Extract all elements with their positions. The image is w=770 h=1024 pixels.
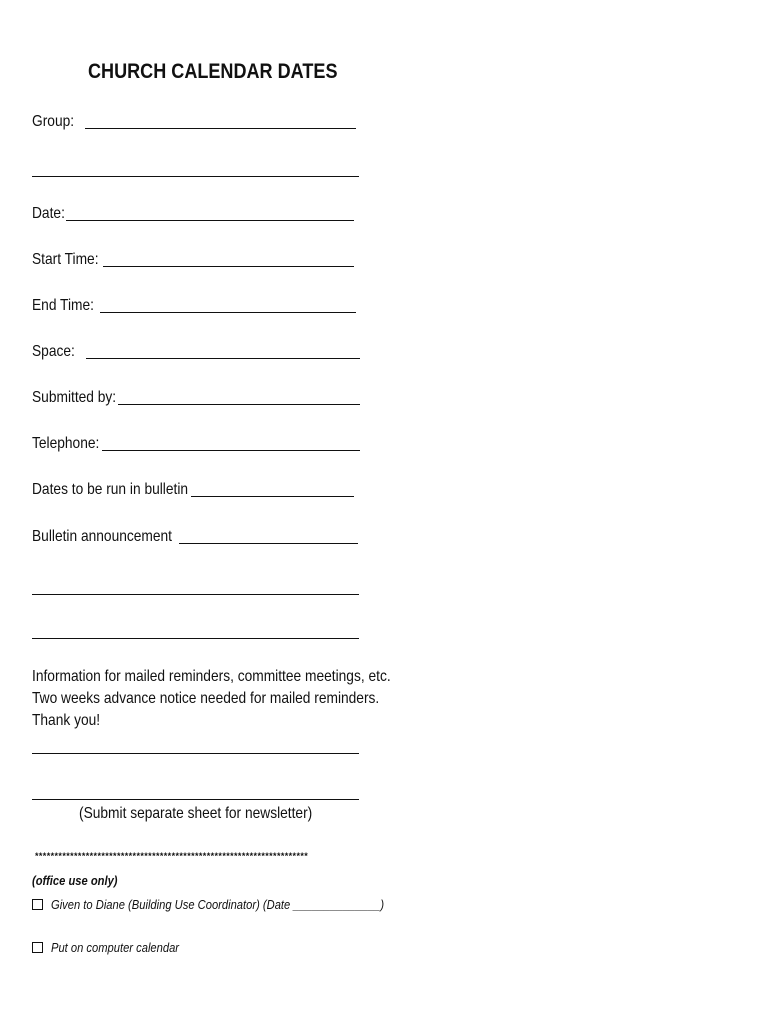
announcement-blank-line-3[interactable] xyxy=(32,638,359,639)
form-title: CHURCH CALENDAR DATES xyxy=(88,60,338,83)
telephone-field[interactable] xyxy=(32,434,360,454)
bulletin-announcement-field[interactable] xyxy=(32,527,360,547)
reminder-blank-line-1[interactable] xyxy=(32,753,359,754)
space-label: Space: xyxy=(32,343,75,360)
separator-asterisks: ********************************************************************** xyxy=(35,851,309,861)
given-to-checkbox-row[interactable] xyxy=(32,897,438,912)
telephone-blank[interactable] xyxy=(102,449,360,451)
date-field[interactable] xyxy=(32,204,360,224)
computer-calendar-checkbox-row[interactable] xyxy=(32,940,200,955)
telephone-label: Telephone: xyxy=(32,435,100,452)
reminder-blank-line-2[interactable] xyxy=(32,799,359,800)
submitted-by-label: Submitted by: xyxy=(32,389,117,406)
newsletter-note-text: (Submit separate sheet for newsletter) xyxy=(78,805,313,822)
reminder-info-paragraph xyxy=(32,666,391,732)
newsletter-note xyxy=(32,805,359,823)
group-blank[interactable] xyxy=(85,127,356,129)
bulletin-announcement-label: Bulletin announcement xyxy=(32,528,172,545)
end-time-label: End Time: xyxy=(32,297,94,314)
date-label: Date: xyxy=(32,205,65,222)
checkbox-icon[interactable] xyxy=(32,942,43,953)
announcement-blank-line-2[interactable] xyxy=(32,594,359,595)
submitted-by-blank[interactable] xyxy=(118,403,360,405)
group-blank-continued[interactable] xyxy=(32,176,359,177)
computer-calendar-label: Put on computer calendar xyxy=(51,940,180,955)
checkbox-icon[interactable] xyxy=(32,899,43,910)
office-use-heading: (office use only) xyxy=(32,873,118,888)
end-time-field[interactable] xyxy=(32,296,360,316)
reminder-info-line-3: Thank you! xyxy=(32,712,101,729)
end-time-blank[interactable] xyxy=(100,311,356,313)
reminder-info-line-2: Two weeks advance notice needed for mailed reminders. xyxy=(32,690,380,707)
bulletin-dates-label: Dates to be run in bulletin xyxy=(32,481,189,498)
space-field[interactable] xyxy=(32,342,360,362)
reminder-info-line-1: Information for mailed reminders, committee meetings, etc. xyxy=(32,668,391,685)
space-blank[interactable] xyxy=(86,357,360,359)
bulletin-dates-field[interactable] xyxy=(32,480,360,500)
group-field[interactable] xyxy=(32,112,360,132)
given-to-label: Given to Diane (Building Use Coordinator) (Date ______________) xyxy=(51,897,385,912)
start-time-blank[interactable] xyxy=(103,265,354,267)
submitted-by-field[interactable] xyxy=(32,388,360,408)
bulletin-dates-blank[interactable] xyxy=(191,495,354,497)
date-blank[interactable] xyxy=(66,219,354,221)
bulletin-announcement-blank[interactable] xyxy=(179,542,358,544)
start-time-field[interactable] xyxy=(32,250,360,270)
group-label: Group: xyxy=(32,113,75,130)
start-time-label: Start Time: xyxy=(32,251,99,268)
